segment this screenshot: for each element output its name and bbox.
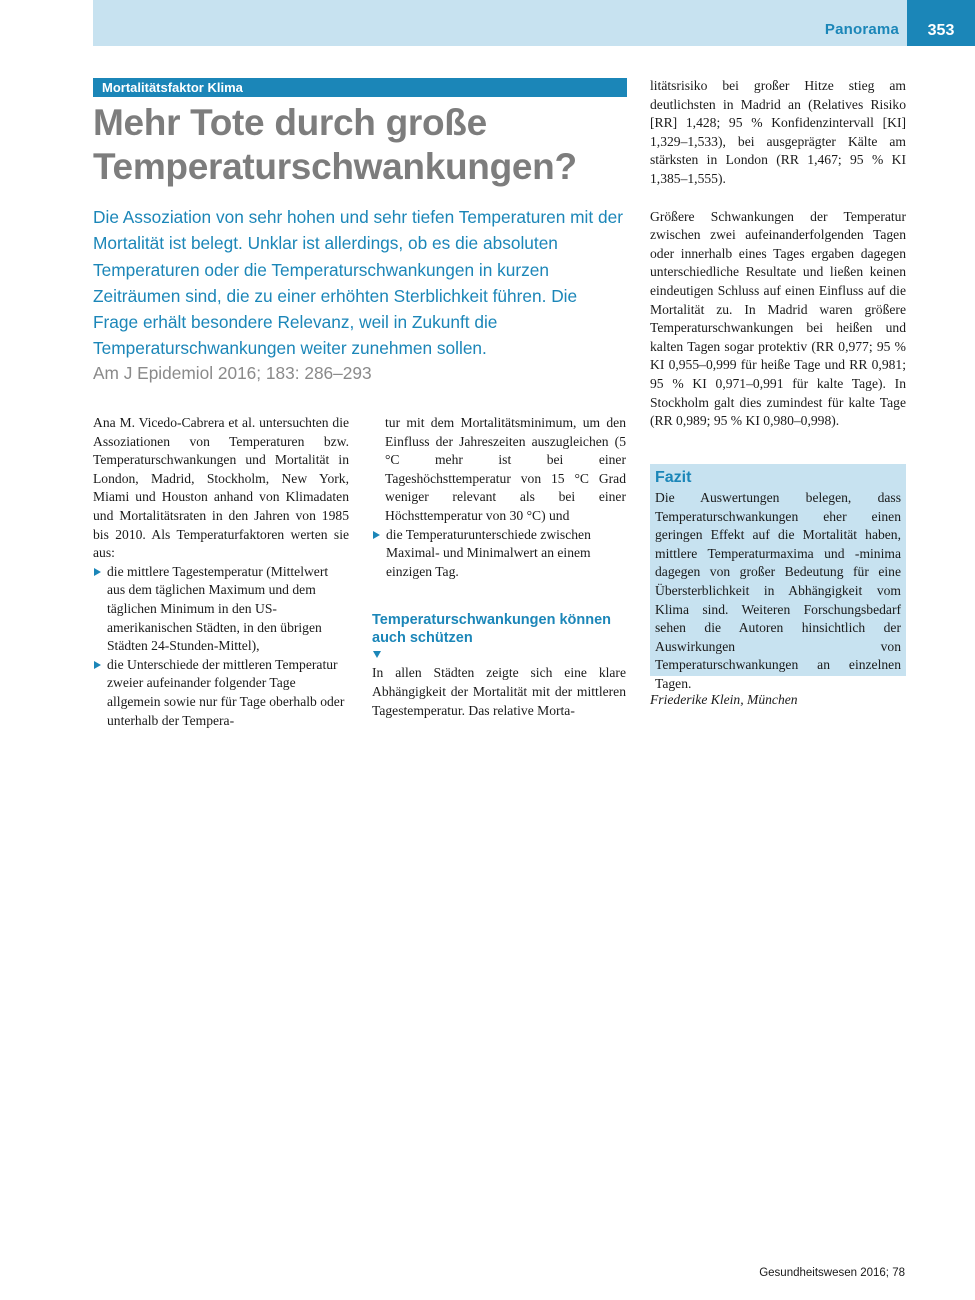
citation: Am J Epidemiol 2016; 183: 286–293 — [93, 363, 372, 383]
section-subheading: Temperaturschwankungen können auch schützen — [372, 612, 612, 647]
article-lead: Die Assoziation von sehr hohen und sehr tiefen Temperaturen mit der Mortalität ist belegt. Unklar ist allerdings, ob es die absoluten Temperaturen oder die Temperaturschwankungen in kurzen Zeiträumen sind, die zu einer erhöhten Sterblichkeit führen. Die Frage erhält besondere Relevanz, weil in Zukunft die Temperaturschwankungen weiter zunehmen sollen. — [93, 207, 623, 359]
swings-paragraph: Größere Schwankungen der Temperatur zwischen zwei aufeinanderfolgenden Tagen oder innerhalb eines Tages ergaben dagegen unterschiedliche Resultate und ließen keinen eindeutigen Schluss auf einen Einfluss auf die Mortalität zu. In Madrid waren größere Temperaturschwankungen bei heißen und kalten Tagen sogar protektiv (RR 0,977; 95 % KI 0,955–0,999 für heiße Tage und RR 0,981; 95 % KI 0,971–0,991 für kalte Tage). In Stockholm galt dies zumindest für kalte Tage (RR 0,989; 95 % KI 0,980–0,998). — [650, 208, 906, 429]
triangle-bullet-icon — [373, 531, 380, 539]
factor-list — [93, 563, 349, 730]
section-label: Panorama — [824, 21, 899, 38]
list-item — [372, 526, 626, 582]
author-line: Friederike Klein, München — [650, 692, 798, 707]
list-item — [93, 656, 349, 730]
column-1 — [93, 414, 349, 730]
triangle-bullet-icon — [94, 568, 101, 576]
kicker-label: Mortalitätsfaktor Klima — [93, 78, 627, 97]
bullet-text: die Unterschiede der mittleren Temperatur zweier aufeinander folgender Tage allgemein sowie nur für Tage oberhalb oder unterhalb der Tempera- — [107, 656, 345, 728]
triangle-bullet-icon — [94, 661, 101, 669]
bullet-text: die Temperaturunterschiede zwischen Maximal- und Minimalwert an einem einzigen Tag. — [386, 526, 591, 579]
down-triangle-icon — [373, 651, 381, 658]
fazit-box — [650, 464, 906, 691]
page-number: 353 — [907, 0, 975, 46]
intro-paragraph: Ana M. Vicedo-Cabrera et al. untersuchten die Assoziationen von Temperaturen bzw. Temperaturschwankungen und Mortalität in London, Madrid, Stockholm, New York, Miami und Houston anhand von Klimadaten und Mortalitätsraten in den Jahren von 1985 bis 2010. Als Temperaturfaktoren werten sie aus: — [93, 415, 349, 561]
column-3 — [650, 77, 906, 431]
results-paragraph-start: In allen Städten zeigte sich eine klare Abhängigkeit der Mortalität mit der mittleren Tagestemperatur. Das relative Morta- — [372, 665, 626, 718]
factor-list-cont — [372, 526, 626, 582]
journal-footer: Gesundheitswesen 2016; 78 — [759, 1267, 905, 1279]
list-item — [93, 563, 349, 656]
column-2 — [372, 414, 626, 720]
article-headline: Mehr Tote durch große Temperaturschwankungen? — [93, 102, 577, 187]
bullet-text: die mittlere Tagestemperatur (Mittelwert aus dem täglichen Maximum und dem täglichen Minimum in den US-amerikanischen Städten, in den übrigen Städten 24-Stunden-Mittel), — [107, 563, 329, 654]
fazit-text: Die Auswertungen belegen, dass Temperaturschwankungen eher einen geringen Effekt auf die Mortalität haben, mittlere Temperaturmaxima und -minima dagegen von großer Bedeutung für eine Übersterblichkeit in Abhängigkeit vom Klima sind. Weiteren Forschungsbedarf sehen die Autoren hinsichtlich der Auswirkungen von Temperaturschwankungen an einzelnen Tagen. — [655, 490, 901, 691]
fazit-title: Fazit — [655, 469, 692, 486]
results-paragraph-end: litätsrisiko bei großer Hitze stieg am deutlichsten in Madrid an (Relatives Risiko [RR] 1,428; 95 % Konfidenzintervall [KI] 1,329–1,533), bei ausgeprägter Kälte am stärksten in London (RR 1,467; 95 % KI 1,385–1,555). — [650, 78, 906, 186]
bullet-continuation: tur mit dem Mortalitätsminimum, um den Einfluss der Jahreszeiten auszugleichen (5 °C mehr ist bei einer Tageshöchsttemperatur von 15 °C Grad weniger relevant als bei einer Höchsttemperatur von 30 °C) und — [385, 415, 626, 523]
header-band — [93, 0, 907, 46]
